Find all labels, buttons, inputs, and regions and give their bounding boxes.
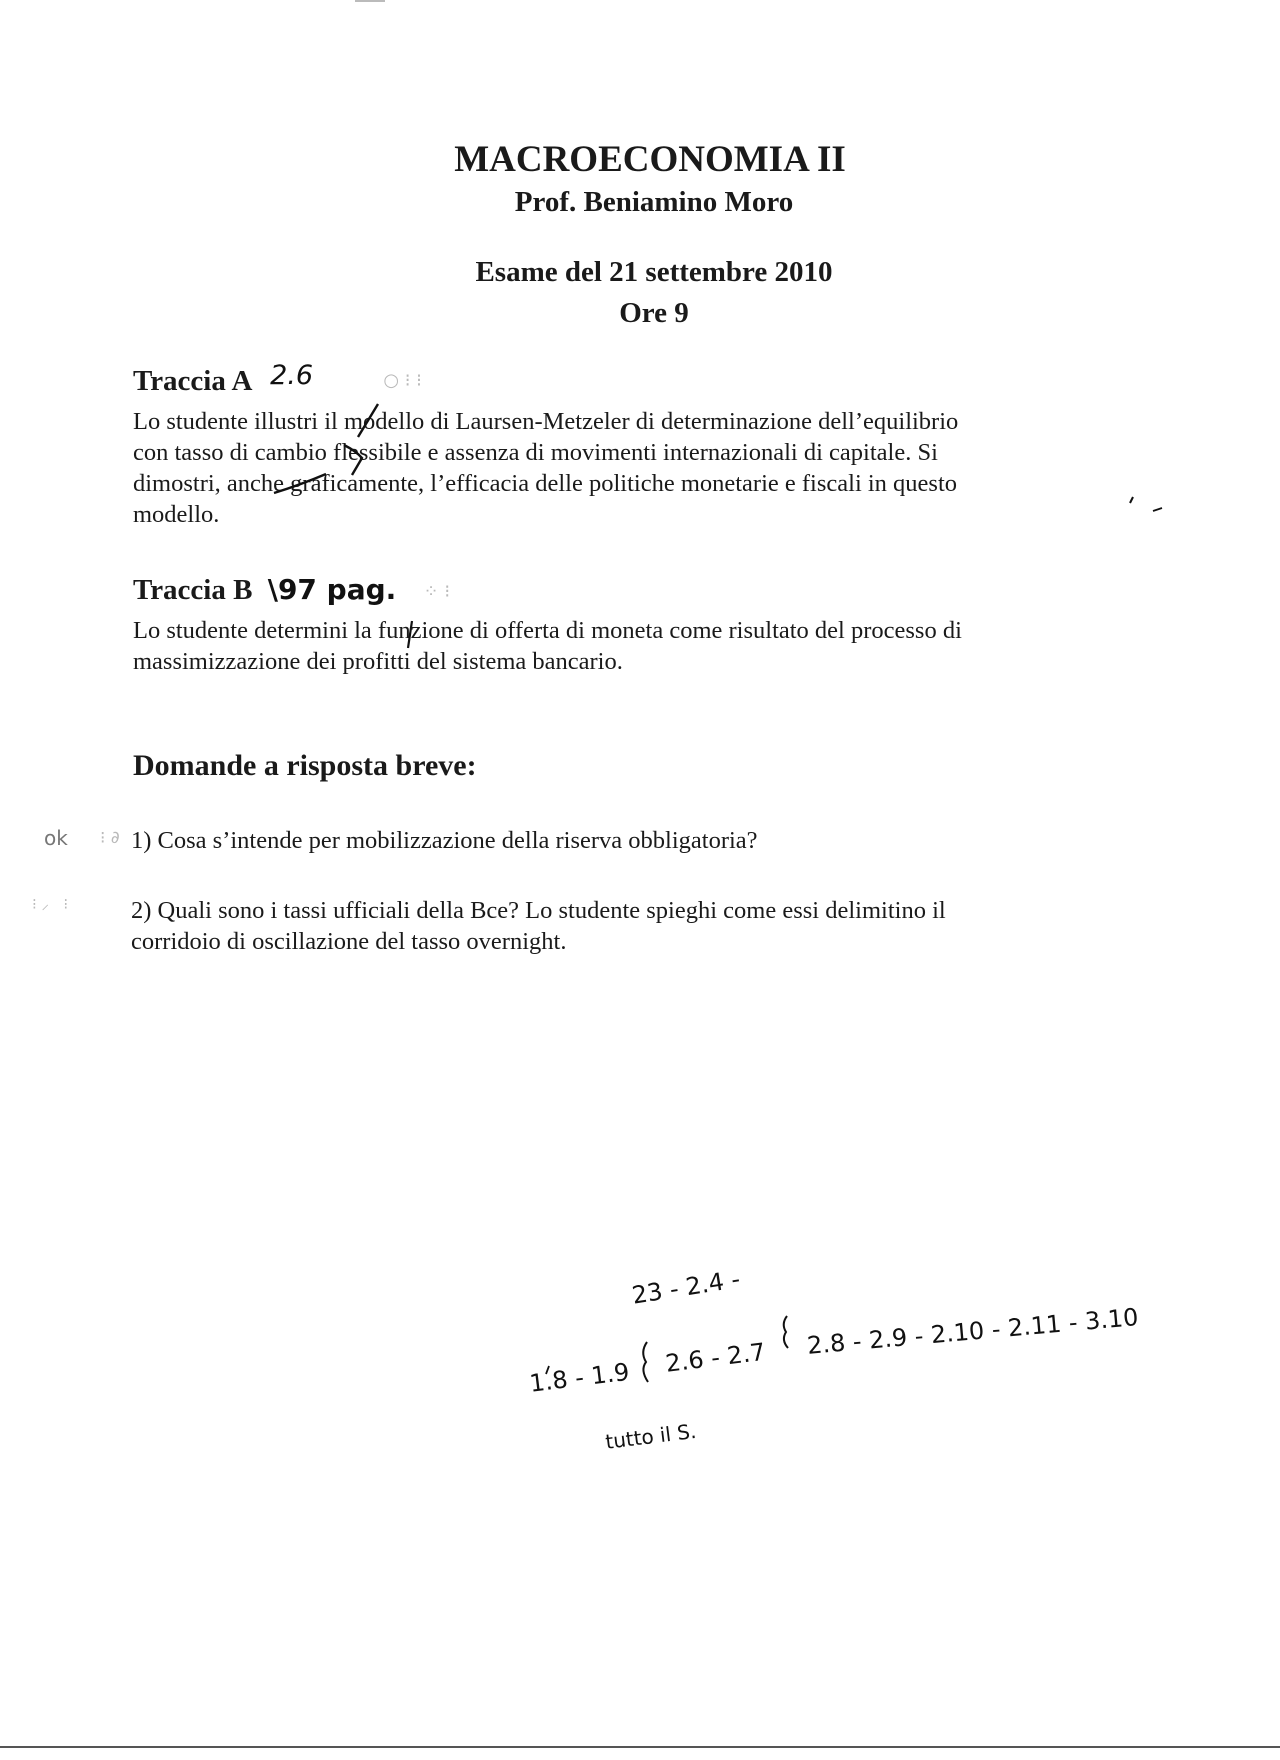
pen-bracket [643, 1342, 648, 1382]
traccia-b-label: Traccia B [133, 574, 253, 606]
traccia-b-line: Lo studente determini la funzione di offerta di moneta come risultato del processo di [133, 617, 962, 644]
pen-bracket [784, 1316, 788, 1348]
scan-edge-line [0, 1746, 1280, 1748]
traccia-b-line: massimizzazione dei profitti del sistema bancario. [133, 648, 623, 675]
handwritten-note-line3: tutto il S. [604, 1418, 698, 1454]
traccia-b-handwritten-ref: \97 pag. [267, 573, 397, 606]
faint-mark: ○ ⁝ ⁝ [383, 370, 422, 391]
exam-time: Ore 9 [619, 297, 689, 329]
stray-mark [1153, 508, 1162, 511]
question-2-line: corridoio di oscillazione del tasso overnight. [131, 928, 567, 955]
strike-la [408, 621, 412, 648]
handwritten-note-line2b: 2.6 - 2.7 [664, 1337, 767, 1378]
faint-mark: ⁝ ⸝ ⁝ [32, 895, 69, 913]
traccia-a-handwritten-ref: 2.6 [270, 360, 314, 391]
traccia-a-line: modello. [133, 501, 220, 528]
strike-cambio [344, 445, 362, 475]
strike-il [358, 404, 378, 437]
professor-name: Prof. Beniamino Moro [514, 186, 794, 218]
handwritten-note-line2c: 2.8 - 2.9 - 2.10 - 2.11 - 3.10 [806, 1303, 1140, 1360]
strike-anche [274, 474, 326, 493]
faint-mark: ⁝ ∂ [100, 828, 120, 848]
traccia-a-line: con tasso di cambio flessibile e assenza di movimenti internazionali di capitale. Si [133, 439, 938, 466]
faint-mark: ⁘ ⁝ [423, 581, 451, 602]
handwritten-note-line2a: 1.8 - 1.9 [528, 1357, 631, 1398]
traccia-a-label: Traccia A [133, 365, 251, 397]
margin-note-q1: ok [44, 826, 68, 850]
question-2-line: 2) Quali sono i tassi ufficiali della Bce? Lo studente spieghi come essi delimitino il [131, 897, 946, 924]
traccia-a-line: dimostri, anche graficamente, l’efficacia delle politiche monetarie e fiscali in questo [133, 470, 958, 497]
short-questions-heading: Domande a risposta breve: [133, 749, 477, 782]
traccia-a-line: Lo studente illustri il modello di Laursen-Metzeler di determinazione dell’equilibrio [133, 408, 959, 435]
handwritten-note-line1: 23 - 2.4 - [630, 1264, 742, 1310]
exam-date: Esame del 21 settembre 2010 [475, 256, 833, 288]
document-title: MACROECONOMIA II [454, 139, 846, 180]
stray-mark [1130, 497, 1133, 503]
question-1-line: 1) Cosa s’intende per mobilizzazione della riserva obbligatoria? [131, 827, 758, 854]
